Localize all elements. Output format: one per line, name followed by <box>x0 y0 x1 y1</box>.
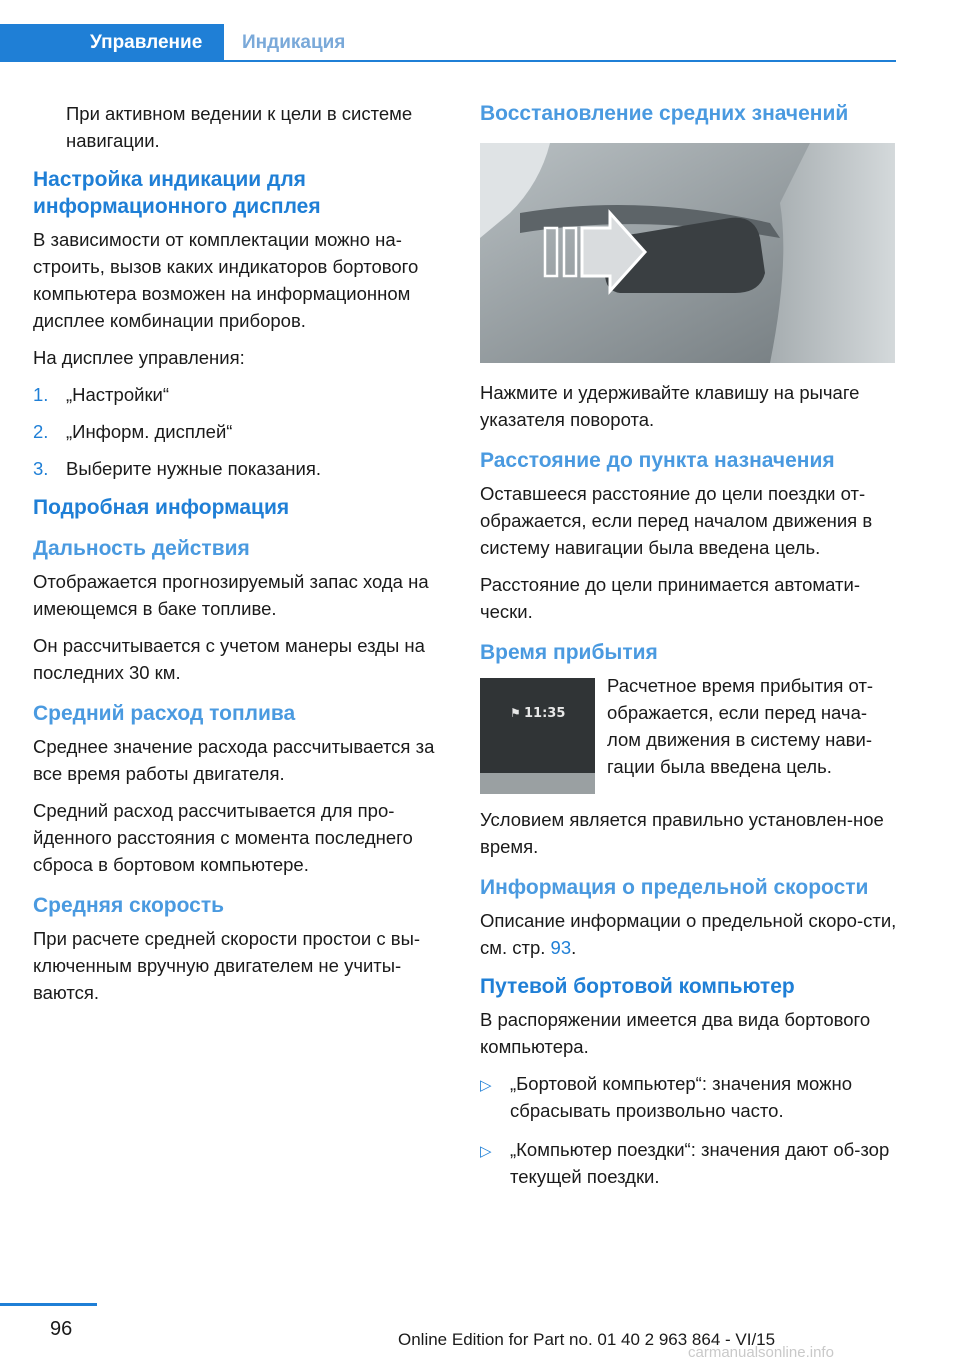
intro-text: При активном ведении к цели в системе навигации. <box>66 103 413 151</box>
header-divider <box>224 60 896 62</box>
bullet-text: „Бортовой компьютер“: значения можно сбрасывать произвольно часто. <box>510 1073 853 1121</box>
list-item <box>33 455 448 482</box>
range-text-1: Отображается прогнозируемый запас хода на имеющемся в баке топливе. <box>33 571 429 619</box>
trip-text: В распоряжении имеется два вида бортового компьютера. <box>480 1009 871 1057</box>
step-text: Выберите нужные показания. <box>66 458 321 479</box>
heading-arrival: Время прибытия <box>480 641 658 664</box>
heading-trip-computer: Путевой бортовой компьютер <box>480 975 795 998</box>
step-text: „Настройки“ <box>66 384 170 405</box>
heading-distance: Расстояние до пункта назначения <box>480 449 835 472</box>
step-number: 3. <box>33 458 49 479</box>
consumption-text-2: Средний расход рассчитывается для про-йденного расстояния с момента последнего сброса в бортовом компьютере. <box>33 800 413 875</box>
destination-flag-icon: ⚑ <box>510 706 521 720</box>
heading-average-speed: Средняя скорость <box>33 894 225 917</box>
consumption-text-1: Среднее значение расхода рассчитывается за все время работы двигателя. <box>33 736 435 784</box>
step-text: „Информ. дисплей“ <box>66 421 233 442</box>
lever-illustration <box>480 143 895 363</box>
bullet-text: „Компьютер поездки“: значения дают об-зор текущей поездки. <box>510 1139 890 1187</box>
page-link-93[interactable]: 93 <box>550 937 572 958</box>
arrival-text-2: Условием является правильно установлен-ное время. <box>480 809 884 857</box>
step-number: 2. <box>33 421 49 442</box>
range-text-2: Он рассчитывается с учетом манеры езды на последних 30 км. <box>33 635 425 683</box>
control-display-text: На дисплее управления: <box>33 347 245 368</box>
right-column <box>480 100 898 1202</box>
arrival-display-image <box>480 678 595 794</box>
tab-control[interactable]: Управление <box>0 24 224 62</box>
page-header <box>0 0 960 64</box>
heading-display-setup: Настройка индикации для информационного дисплея <box>33 168 321 218</box>
heading-range: Дальность действия <box>33 537 250 560</box>
arrival-time-readout: 11:35 <box>524 706 566 721</box>
footer-divider <box>0 1303 97 1306</box>
display-bezel <box>480 773 595 794</box>
arrival-text: Расчетное время прибытия от-ображается, если перед нача-лом движения в систему нави-гации была введена цель. <box>607 675 874 777</box>
step-number: 1. <box>33 384 49 405</box>
heading-speed-limit: Информация о предельной скорости <box>480 876 869 899</box>
speed-limit-text-pre: Описание информации о предельной скоро-сти, см. стр. <box>480 910 897 958</box>
arrival-section <box>480 672 898 794</box>
steps-list <box>33 381 448 482</box>
heading-details: Подробная информация <box>33 496 290 519</box>
watermark: carmanualsonline.info <box>688 1344 834 1361</box>
turn-signal-lever-photo <box>480 143 895 363</box>
list-item <box>480 1136 898 1190</box>
heading-reset: Восстановление средних значений <box>480 102 849 125</box>
setup-text: В зависимости от комплектации можно на-строить, вызов каких индикаторов бортового компьютера возможен на информационном дисплее комбинации приборов. <box>33 229 419 331</box>
speed-limit-text <box>480 907 898 961</box>
list-item <box>33 418 448 445</box>
list-item <box>480 1070 898 1124</box>
left-column <box>33 100 448 1016</box>
distance-text-1: Оставшееся расстояние до цели поездки от-ображается, если перед началом движения в систему навигации была введена цель. <box>480 483 873 558</box>
triangle-bullet-icon: ▷ <box>480 1143 492 1160</box>
tab-display[interactable]: Индикация <box>242 32 346 53</box>
display-screen <box>480 678 595 773</box>
page-number: 96 <box>50 1318 73 1340</box>
triangle-bullet-icon: ▷ <box>480 1077 492 1094</box>
list-item <box>33 381 448 408</box>
edition-note: Online Edition for Part no. 01 40 2 963 864 - VI/15 <box>398 1330 776 1349</box>
reset-text: Нажмите и удерживайте клавишу на рычаге указателя поворота. <box>480 382 860 430</box>
distance-text-2: Расстояние до цели принимается автомати-чески. <box>480 574 860 622</box>
computer-types-list <box>480 1070 898 1190</box>
speed-text: При расчете средней скорости простои с вы-ключенным вручную двигателем не учиты-ваются. <box>33 928 421 1003</box>
speed-limit-text-post: . <box>571 937 577 958</box>
heading-consumption: Средний расход топлива <box>33 702 296 725</box>
